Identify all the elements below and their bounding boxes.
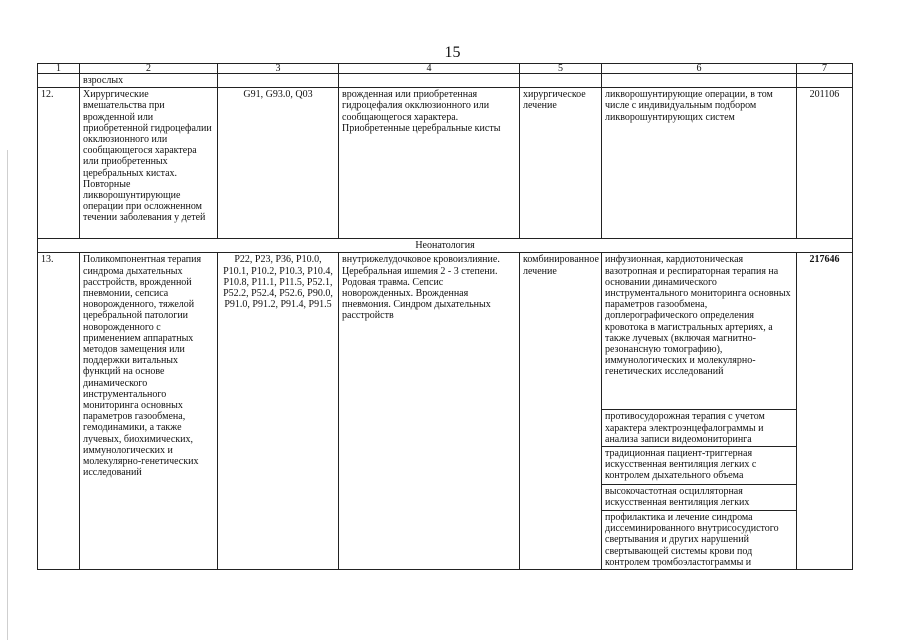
patient-model: внутрижелудочковое кровоизлияние. Церебральная ишемия 2 - 3 степени. Родовая травма. Сепсис новорожденных. Врожденная пневмония. Синдром дыхательных расстройств xyxy=(339,253,520,570)
column-header: 3 xyxy=(218,64,339,74)
treatment-type: хирургическое лечение xyxy=(520,88,602,239)
table-row xyxy=(38,88,853,239)
row-number: 12. xyxy=(38,88,80,239)
treatment-method: высокочастотная осцилляторная искусственная вентиляция легких xyxy=(602,485,797,511)
icd-codes: P22, P23, P36, P10.0, P10.1, P10.2, P10.3, P10.4, P10.8, P11.1, P11.5, P52.1, P52.2, P52.4, P52.6, P90.0, P91.0, P91.2, P91.4, P91.5 xyxy=(218,253,339,570)
patient-model: врожденная или приобретенная гидроцефалия окклюзионного или сообщающегося характера. Приобретенные церебральные кисты xyxy=(339,88,520,239)
continuation-row xyxy=(38,74,853,88)
column-header: 1 xyxy=(38,64,80,74)
table-row xyxy=(38,253,853,410)
cost-value: 201106 xyxy=(797,88,853,239)
column-header: 5 xyxy=(520,64,602,74)
care-type-name: Поликомпонентная терапия синдрома дыхательных расстройств, врожденной пневмонии, сепсиса новорожденного, тяжелой церебральной патологии новорожденного с применением аппаратных методов замещения или поддержки витальных функций на основе динамического инструментального мониторинга основных параметров газообмена, гемодинамики, а также лучевых, биохимических, иммунологических и молекулярно-генетических исследований xyxy=(80,253,218,570)
page-number: 15 xyxy=(444,44,461,61)
column-header: 7 xyxy=(797,64,853,74)
medical-care-table xyxy=(37,63,853,570)
cost-value: 217646 xyxy=(797,253,853,570)
section-row xyxy=(38,239,853,253)
treatment-method: ликворошунтирующие операции, в том числе с индивидуальным подбором ликворошунтирующих систем xyxy=(602,88,797,239)
row-number: 13. xyxy=(38,253,80,570)
treatment-type: комбинированное лечение xyxy=(520,253,602,570)
treatment-method: инфузионная, кардиотоническая вазотропная и респираторная терапия на основании динамического инструментального мониторинга основных параметров газообмена, доплерографического определения кровотока в магистральных артериях, а также лучевых (включая магнитно-резонансную томографию), иммунологических и молекулярно-генетических исследований xyxy=(602,253,797,410)
treatment-method: традиционная пациент-триггерная искусственная вентиляция легких с контролем дыхательного объема xyxy=(602,447,797,485)
icd-codes: G91, G93.0, Q03 xyxy=(218,88,339,239)
section-title: Неонатология xyxy=(38,239,853,253)
column-header: 4 xyxy=(339,64,520,74)
treatment-method: профилактика и лечение синдрома диссеминированного внутрисосудистого свертывания и других нарушений свертывающей системы крови под контролем тромбоэластограммы и xyxy=(602,511,797,570)
column-header: 6 xyxy=(602,64,797,74)
column-number-row xyxy=(38,64,853,74)
care-type-name: Хирургические вмешательства при врожденной или приобретенной гидроцефалии окклюзионного или сообщающегося характера или приобретенных церебральных кистах. Повторные ликворошунтирующие операции при осложненном течении заболевания у детей xyxy=(80,88,218,239)
page-edge-line xyxy=(7,150,8,640)
continuation-text: взрослых xyxy=(80,74,218,88)
treatment-method: противосудорожная терапия с учетом характера электроэнцефалограммы и анализа записи видеомониторинга xyxy=(602,410,797,447)
column-header: 2 xyxy=(80,64,218,74)
